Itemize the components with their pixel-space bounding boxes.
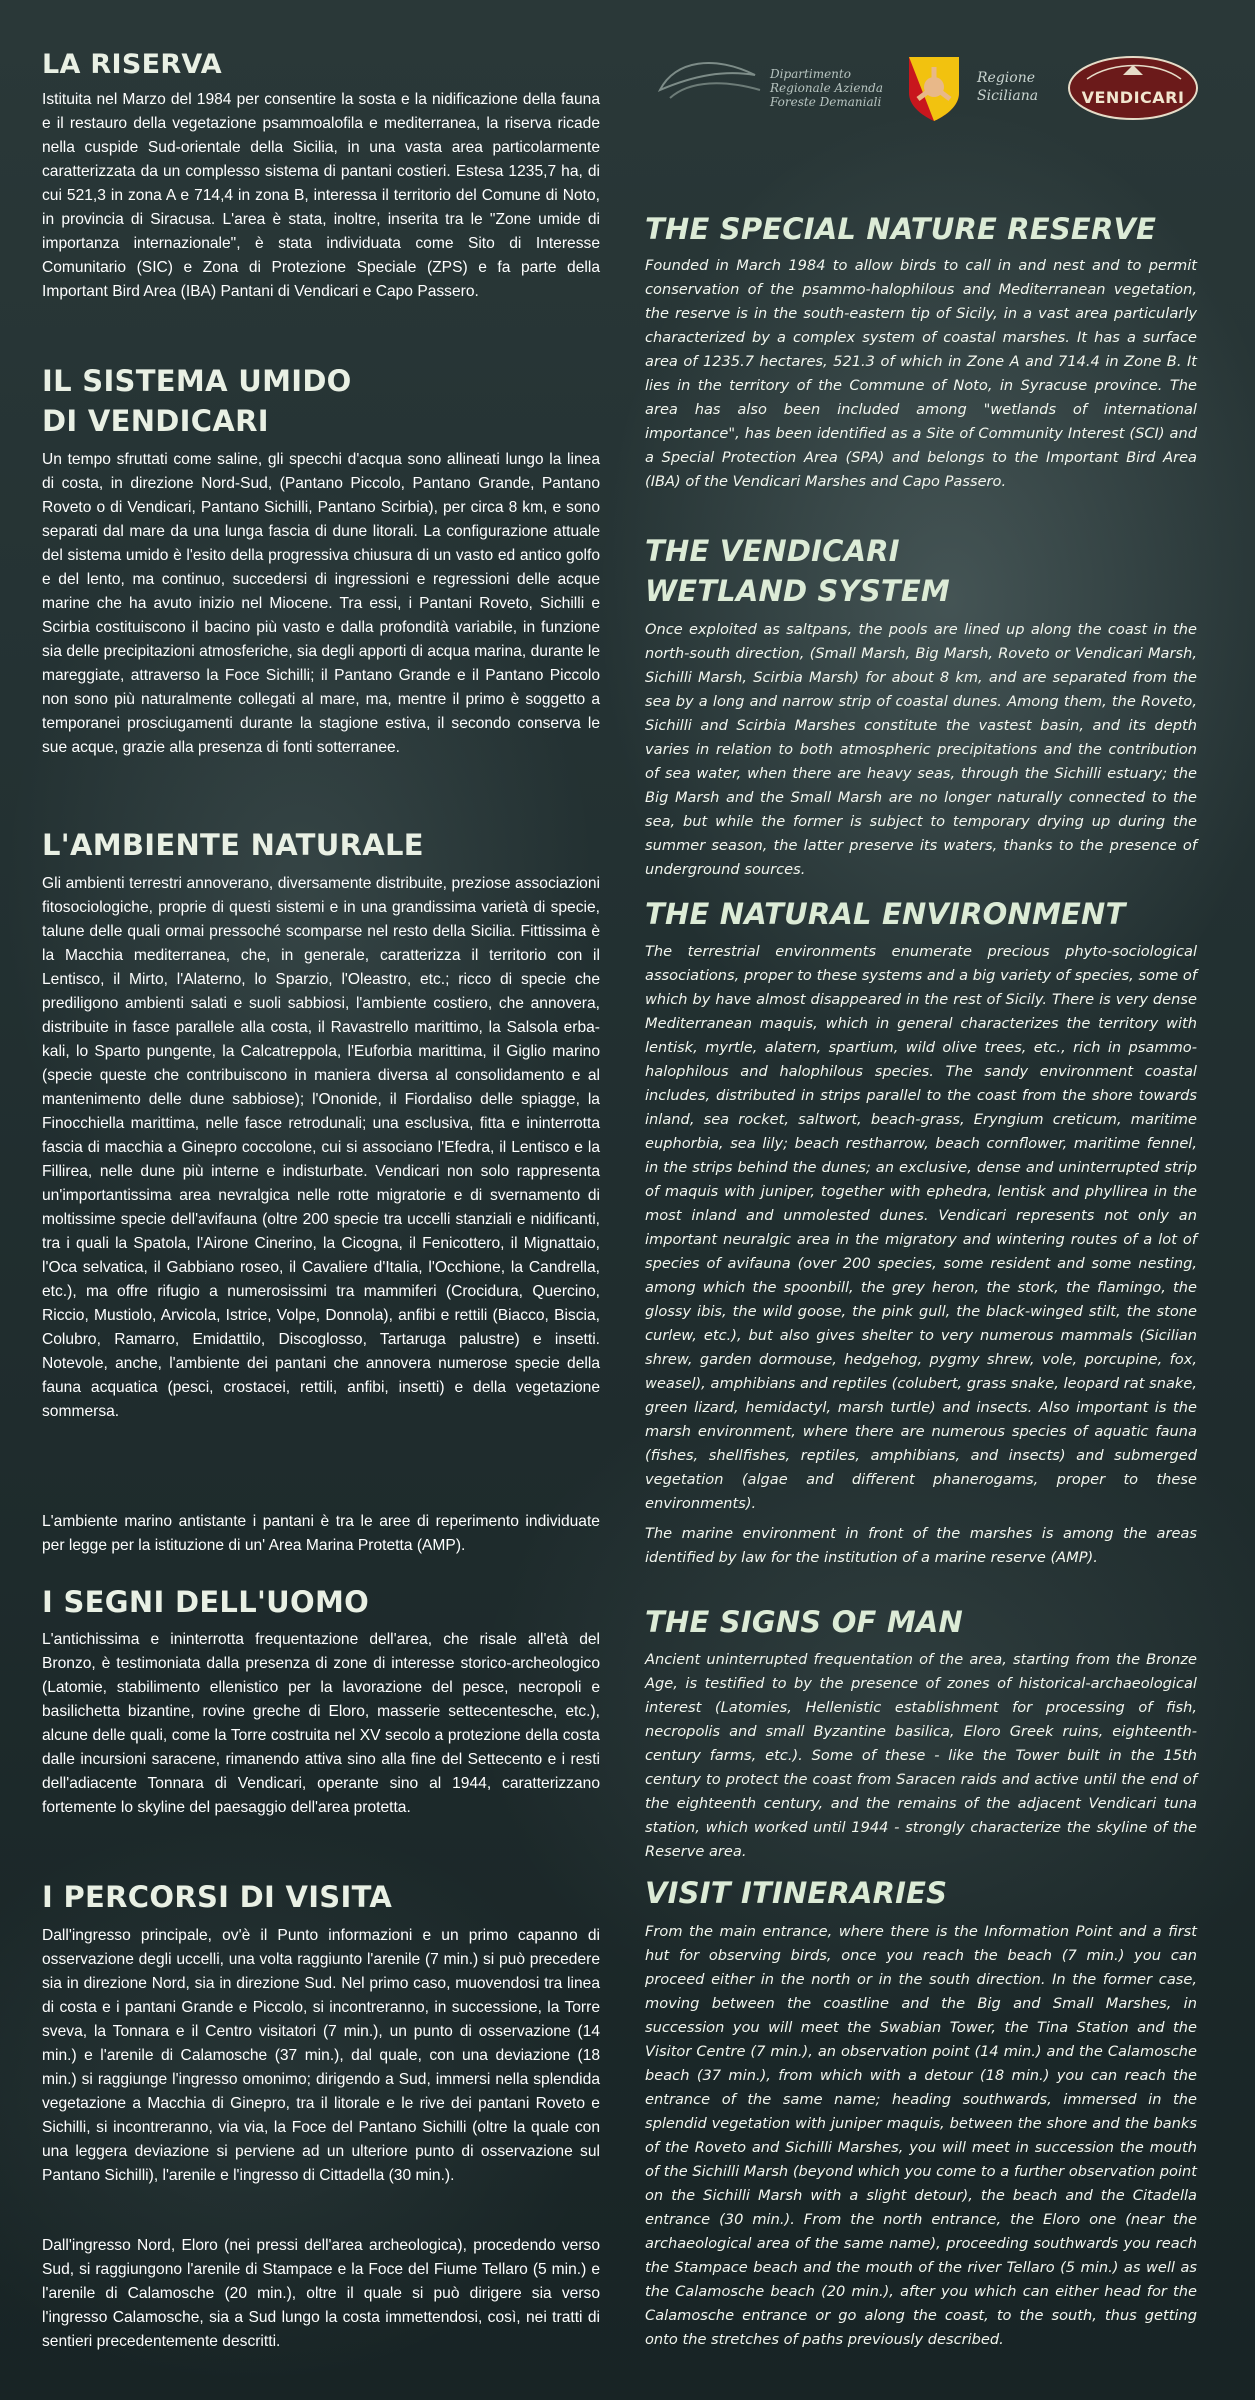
wetland-body: Once exploited as saltpans, the pools are lined up along the coast in the north-south direction, (Small Marsh, Big Marsh, Roveto or Vendicari Marsh, Sichilli Marsh, Scirbia Marsh) for about 8 km, and are separated from the sea by a long and narrow strip of coastal dunes. Among them, the Roveto, Sichilli and Scirbia Marshes constitute the vastest basin, and its depth varies in relation to both atmospheric precipitations and the contribution of sea water, when there are heavy seas, through the Sichilli estuary; the Big Marsh and the Small Marsh are no longer naturally connected to the sea, but while the former is subject to temporary drying up during the summer season, the latter preserve its waters, thanks to the presence of underground sources. [645,621,1197,878]
logo-text-line: Regionale Azienda [770,81,884,95]
sicily-region-emblem-icon [905,53,963,123]
logo-text-line: Foreste Demaniali [770,95,882,109]
sistema-title-line2: DI VENDICARI [42,404,269,438]
riserva-body: Istituita nel Marzo del 1984 per consentire la sosta e la nidificazione della fauna e il restauro della vegetazione psammoalofila e mediterranea, la riserva ricade nella cuspide Sud-orientale della Sicilia, in una vasta area particolarmente caratterizzata da un complesso sistema di pantani costieri. Estesa 1235,7 ha, di cui 521,3 in zona A e 714,4 in zona B, interessa il territorio del Comune di Noto, in provincia di Siracusa. L'area è stata, inoltre, inserita tra le "Zone umide di importanza internazionale", è stata individuata come Sito di Interesse Comunitario (SIC) e Zona di Protezione Speciale (ZPS) e fa parte della Important Bird Area (IBA) Pantani di Vendicari e Capo Passero. [42,91,600,300]
itineraries-body: From the main entrance, where there is the Information Point and a first hut for observing birds, once you reach the beach (7 min.) you can proceed either in the north or in the south direction. In the former case, moving between the coastline and the Big and Small Marshes, in succession you will meet the Swabian Tower, the Tina Station and the Visitor Centre (7 min.), an observation point (14 min.) and the Calamosche beach (37 min.), from which with a detour (18 min.) you can reach the entrance of the same name; heading southwards, immersed in the splendid vegetation with juniper maquis, between the shore and the banks of the Roveto and Sichilli Marshes, you will meet in succession the mouth of the Sichilli Marsh (beyond which you come to a further observation point on the Sichilli Marsh with a slight detour), the beach and the Citadella entrance (30 min.). From the north entrance, the Eloro one (near the archaeological area of the same name), proceeding southwards you reach the Stampace beach and the mouth of the river Tellaro (5 min.) as well as the Calamosche beach (20 min.), after you which can either head for the Calamosche entrance or go along the coast, to the south, thus getting onto the stretches of paths previously described. [645,1923,1197,2348]
vendicari-logo [1067,55,1199,121]
segni-title: I SEGNI DELL'UOMO [42,1585,370,1619]
percorsi-north-body: Dall'ingresso Nord, Eloro (nei pressi dell'area archeologica), procedendo verso Sud, si raggiungono l'arenile di Stampace e la Foce del Fiume Tellaro (5 min.) e l'arenile di Calamosche (20 min.), oltre il quale si può dirigere sia verso l'ingresso Calamosche, sia a Sud lungo la costa immettendosi, così, nei tratti di sentieri precedentemente descritti. [42,2237,600,2350]
itineraries-title: VISIT ITINERARIES [645,1876,948,1910]
logo-text-line: Regione [977,70,1035,86]
logo-text-line: Dipartimento [770,67,851,81]
signs-title: THE SIGNS OF MAN [645,1605,964,1639]
percorsi-title: I PERCORSI DI VISITA [42,1880,393,1914]
logo-text-line: Siciliana [977,88,1039,104]
wetland-title-line2: WETLAND SYSTEM [645,574,950,608]
natural-marine-body: The marine environment in front of the marshes is among the areas identified by law for the institution of a marine reserve (AMP). [645,1525,1197,1566]
forest-department-logo-icon [655,50,765,110]
header-logos [655,45,1215,135]
ambiente-marine-body: L'ambiente marino antistante i pantani è tra le aree di reperimento individuate per legge per la istituzione di un' Area Marina Protetta (AMP). [42,1513,600,1554]
ambiente-title: L'AMBIENTE NATURALE [42,828,424,862]
natural-body: The terrestrial environments enumerate precious phyto-sociological associations, proper to these systems and a big variety of species, some of which by have almost disappeared in the rest of Sicily. There is very dense Mediterranean maquis, which in general characterizes the territory with lentisk, myrtle, alatern, spartium, wild olive trees, etc., rich in psammo-halophilous and halophilous species. The sandy environment coastal includes, distributed in strips parallel to the coast from the shore towards inland, sea rocket, saltwort, beach-grass, Eryngium creticum, maritime euphorbia, sea lily; beach restharrow, beach cornflower, maritime fennel, in the strips behind the dunes; an exclusive, dense and uninterrupted strip of maquis with juniper, together with ephedra, lentisk and phyllirea in the most inland and unmolested dunes. Vendicari represents not only an important neuralgic area in the migratory and wintering routes of a lot of species of avifauna (over 200 species, some resident and some nesting, among which the spoonbill, the grey heron, the stork, the flamingo, the glossy ibis, the wild goose, the pink gull, the black-winged stilt, the stone curlew, etc.), but also gives shelter to very numerous mammals (Sicilian shrew, garden dormouse, hedgehog, pygmy shrew, vole, porcupine, fox, weasel), amphibians and reptiles (colubert, grass snake, leopard rat snake, green lizard, hemidactyl, marsh turtle) and insects. Also important is the marsh environment, where there are numerous species of aquatic fauna (fishes, shellfishes, reptiles, amphibians, and insects) and submerged vegetation (algae and different phanerogams, proper to these environments). [645,943,1197,1512]
segni-body: L'antichissima e ininterrotta frequentazione dell'area, che risale all'età del Bronzo, è testimoniata dalla presenza di zone di interesse storico-archeologico (Latomie, stabilimento ellenistico per la lavorazione del pesce, necropoli e basilichetta bizantine, rovine greche di Eloro, masserie settecentesche, etc.), alcune delle quali, come la Torre costruita nel XV secolo a protezione della costa dalle incursioni saracene, rimanendo attiva sino alla fine del Settecento e i resti dell'adiacente Tonnara di Vendicari, operante sino al 1944, caratterizzano fortemente lo skyline del paesaggio dell'area protetta. [42,1631,600,1816]
sistema-body: Un tempo sfruttati come saline, gli specchi d'acqua sono allineati lungo la linea di costa, in direzione Nord-Sud, (Pantano Piccolo, Pantano Grande, Pantano Roveto o di Vendicari, Pantano Sichilli, Pantano Scirbia), per circa 8 km, e sono separati dal mare da una lunga fascia di dune litorali. La configurazione attuale del sistema umido è l'esito della progressiva chiusura di un vasto ed antico golfo e del lento, ma continuo, succedersi di ingressioni e regressioni delle acque marine che ha avuto inizio nel Miocene. Tra essi, i Pantani Roveto, Sichilli e Scirbia costituiscono il bacino più vasto e dalla profondità variabile, in funzione sia delle precipitazioni atmosferiche, sia degli apporti di acqua marina, durante le mareggiate, attraverso la Foce Sichilli; il Pantano Grande e il Pantano Piccolo non sono più naturalmente collegati al mare, ma, mentre il primo è soggetto a temporanei prosciugamenti durante la stagione estiva, il secondo conserva le sue acque, grazie alla presenza di fonti sotterranee. [42,451,600,756]
percorsi-body: Dall'ingresso principale, ov'è il Punto informazioni e un primo capanno di osservazione degli uccelli, una volta raggiunto l'arenile (7 min.) si può precedere sia in direzione Nord, sia in direzione Sud. Nel primo caso, muovendosi tra linea di costa e i pantani Grande e Piccolo, si incontreranno, in successione, la Torre sveva, la Tonnara e il Centro visitatori (7 min.), un punto di osservazione (14 min.) e l'arenile di Calamosche (37 min.), dal quale, con una deviazione (18 min.) si raggiunge l'ingresso omonimo; dirigendo a Sud, immersi nella splendida vegetazione a Macchia di Ginepro, tra il litorale e le rive dei pantani Roveto e Sichilli, si incontreranno, via via, la Foce del Pantano Sichilli (oltre la quale con una leggera deviazione si perviene ad un ulteriore punto di osservazione sul Pantano Sichilli), l'arenile e l'ingresso di Cittadella (30 min.). [42,1927,600,2184]
natural-title: THE NATURAL ENVIRONMENT [645,897,1126,931]
forest-department-text [770,67,883,109]
signs-body: Ancient uninterrupted frequentation of the area, starting from the Bronze Age, is testified to by the presence of zones of historical-archaeological interest (Latomies, Hellenistic establishment for processing of fish, necropolis and small Byzantine basilica, Eloro Greek ruins, eighteenth-century farms, etc.). Some of these - like the Tower built in the 15th century to protect the coast from Saracen raids and active until the end of the eighteenth century, and the remains of the adjacent Vendicari tuna station, which worked until 1944 - strongly characterize the skyline of the Reserve area. [645,1651,1197,1860]
riserva-title: LA RISERVA [42,49,222,80]
reserve-title: THE SPECIAL NATURE RESERVE [645,212,1157,246]
vendicari-logo-text: VENDICARI [1081,88,1185,107]
sistema-title-line1: IL SISTEMA UMIDO [42,364,352,398]
wetland-title-line1: THE VENDICARI [645,534,900,568]
reserve-body: Founded in March 1984 to allow birds to call in and nest and to permit conservation of the psammo-halophilous and Mediterranean vegetation, the reserve is in the south-eastern tip of Sicily, in a vast area particularly characterized by a complex system of coastal marshes. It has a surface area of 1235.7 hectares, 521.3 of which in Zone A and 714.4 in Zone B. It lies in the territory of the Commune of Noto, in Syracuse province. The area has also been included among "wetlands of international importance", has been identified as a Site of Community Interest (SCI) and a Special Protection Area (SPA) and belongs to the Important Bird Area (IBA) of the Vendicari Marshes and Capo Passero. [645,257,1197,490]
ambiente-body: Gli ambienti terrestri annoverano, diversamente distribuite, preziose associazioni fitosociologiche, proprie di questi sistemi e in una grandissima varietà di specie, talune delle quali ormai pressoché scomparse nel resto della Sicilia. Fittissima è la Macchia mediterranea, che, in generale, caratterizza il territorio con il Lentisco, il Mirto, l'Alaterno, lo Sparzio, l'Oleastro, etc.; ricco di specie che prediligono ambienti salati e suoli sabbiosi, l'ambiente costiero, che annovera, distribuite in fasce parallele alla costa, il Ravastrello marittimo, la Salsola erba-kali, lo Sparto pungente, la Calcatreppola, l'Euforbia marittima, il Giglio marino (specie queste che contribuiscono in maniera diversa al consolidamento e al mantenimento delle dune sabbiose); l'Ononide, il Fiordaliso delle spiagge, la Finocchiella marittima, nelle fasce retrodunali; una esclusiva, fitta e ininterrotta fascia di macchia a Ginepro coccolone, cui si associano l'Efedra, il Lentisco e la Fillirea, nelle dune più interne e indisturbate. Vendicari non solo rappresenta un'importantissima area nevralgica nelle rotte migratorie e di svernamento di moltissime specie dell'avifauna (oltre 200 specie tra uccelli stanziali e nidificanti, tra i quali la Spatola, l'Airone Cinerino, la Cicogna, il Fenicottero, il Mignattaio, l'Oca selvatica, il Gabbiano roseo, il Cavaliere d'Italia, l'Occhione, la Candrella, etc.), ma offre rifugio a numerosissimi tra mammiferi (Crocidura, Quercino, Riccio, Mustiolo, Arvicola, Istrice, Volpe, Donnola), anfibi e rettili (Biacco, Biscia, Colubro, Ramarro, Emidattilo, Discoglosso, Tartaruga palustre) e insetti. Notevole, anche, l'ambiente dei pantani che annovera numerose specie della fauna acquatica (pesci, crostacei, rettili, anfibi, insetti) e della vegetazione sommersa. [42,875,600,1420]
sicily-region-text [977,69,1038,105]
